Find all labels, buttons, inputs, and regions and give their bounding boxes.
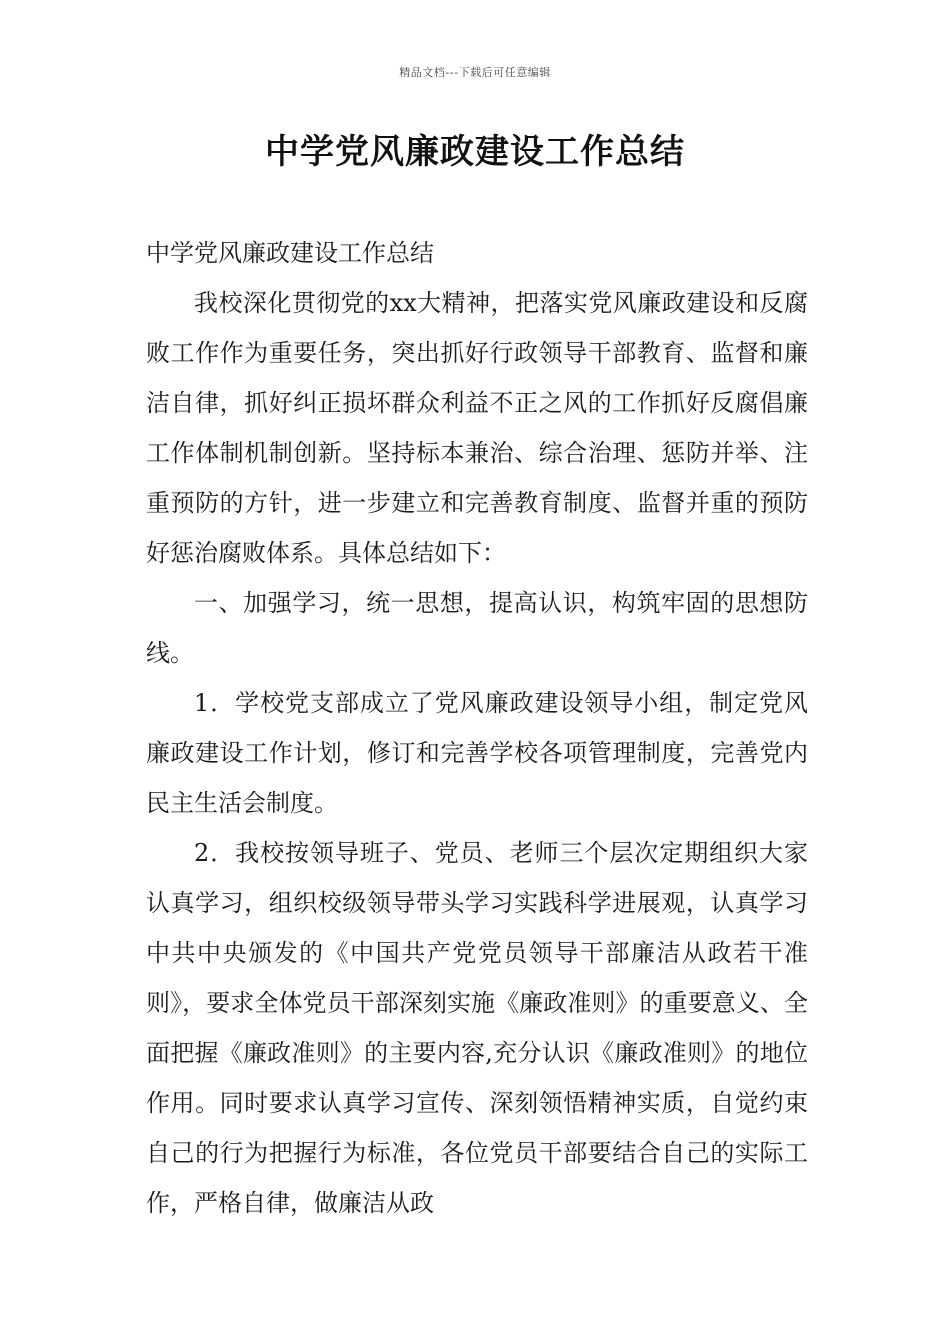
paragraph-intro: 我校深化贯彻党的xx大精神，把落实党风廉政建设和反腐败工作作为重要任务，突出抓好行政领导干部教育、监督和廉洁自律，抓好纠正损坏群众利益不正之风的工作抓好反腐倡廉工作体制机制创新。坚持标本兼治、综合治理、惩防并举、注重预防的方针，进一步建立和完善教育制度、监督并重的预防好惩治腐败体系。具体总结如下： (146, 289, 808, 567)
document-body (146, 228, 808, 1228)
paragraph-item-1: 1．学校党支部成立了党风廉政建设领导小组，制定党风廉政建设工作计划，修订和完善学校各项管理制度，完善党内民主生活会制度。 (146, 689, 808, 817)
document-title: 中学党风廉政建设工作总结 (265, 132, 685, 172)
header-note: 精品文档---下载后可任意编辑 (399, 66, 551, 79)
body-subtitle: 中学党风廉政建设工作总结 (146, 239, 434, 267)
paragraph-section-heading: 一、加强学习，统一思想，提高认识，构筑牢固的思想防线。 (146, 589, 808, 667)
paragraph-item-2: 2．我校按领导班子、党员、老师三个层次定期组织大家认真学习，组织校级领导带头学习实践科学进展观，认真学习中共中央颁发的《中国共产党党员领导干部廉洁从政若干准则》，要求全体党员干部深刻实施《廉政准则》的重要意义、全面把握《廉政准则》的主要内容,充分认识《廉政准则》的地位作用。同时要求认真学习宣传、深刻领悟精神实质，自觉约束自己的行为把握行为标准，各位党员干部要结合自己的实际工作，严格自律，做廉洁从政 (146, 839, 808, 1217)
